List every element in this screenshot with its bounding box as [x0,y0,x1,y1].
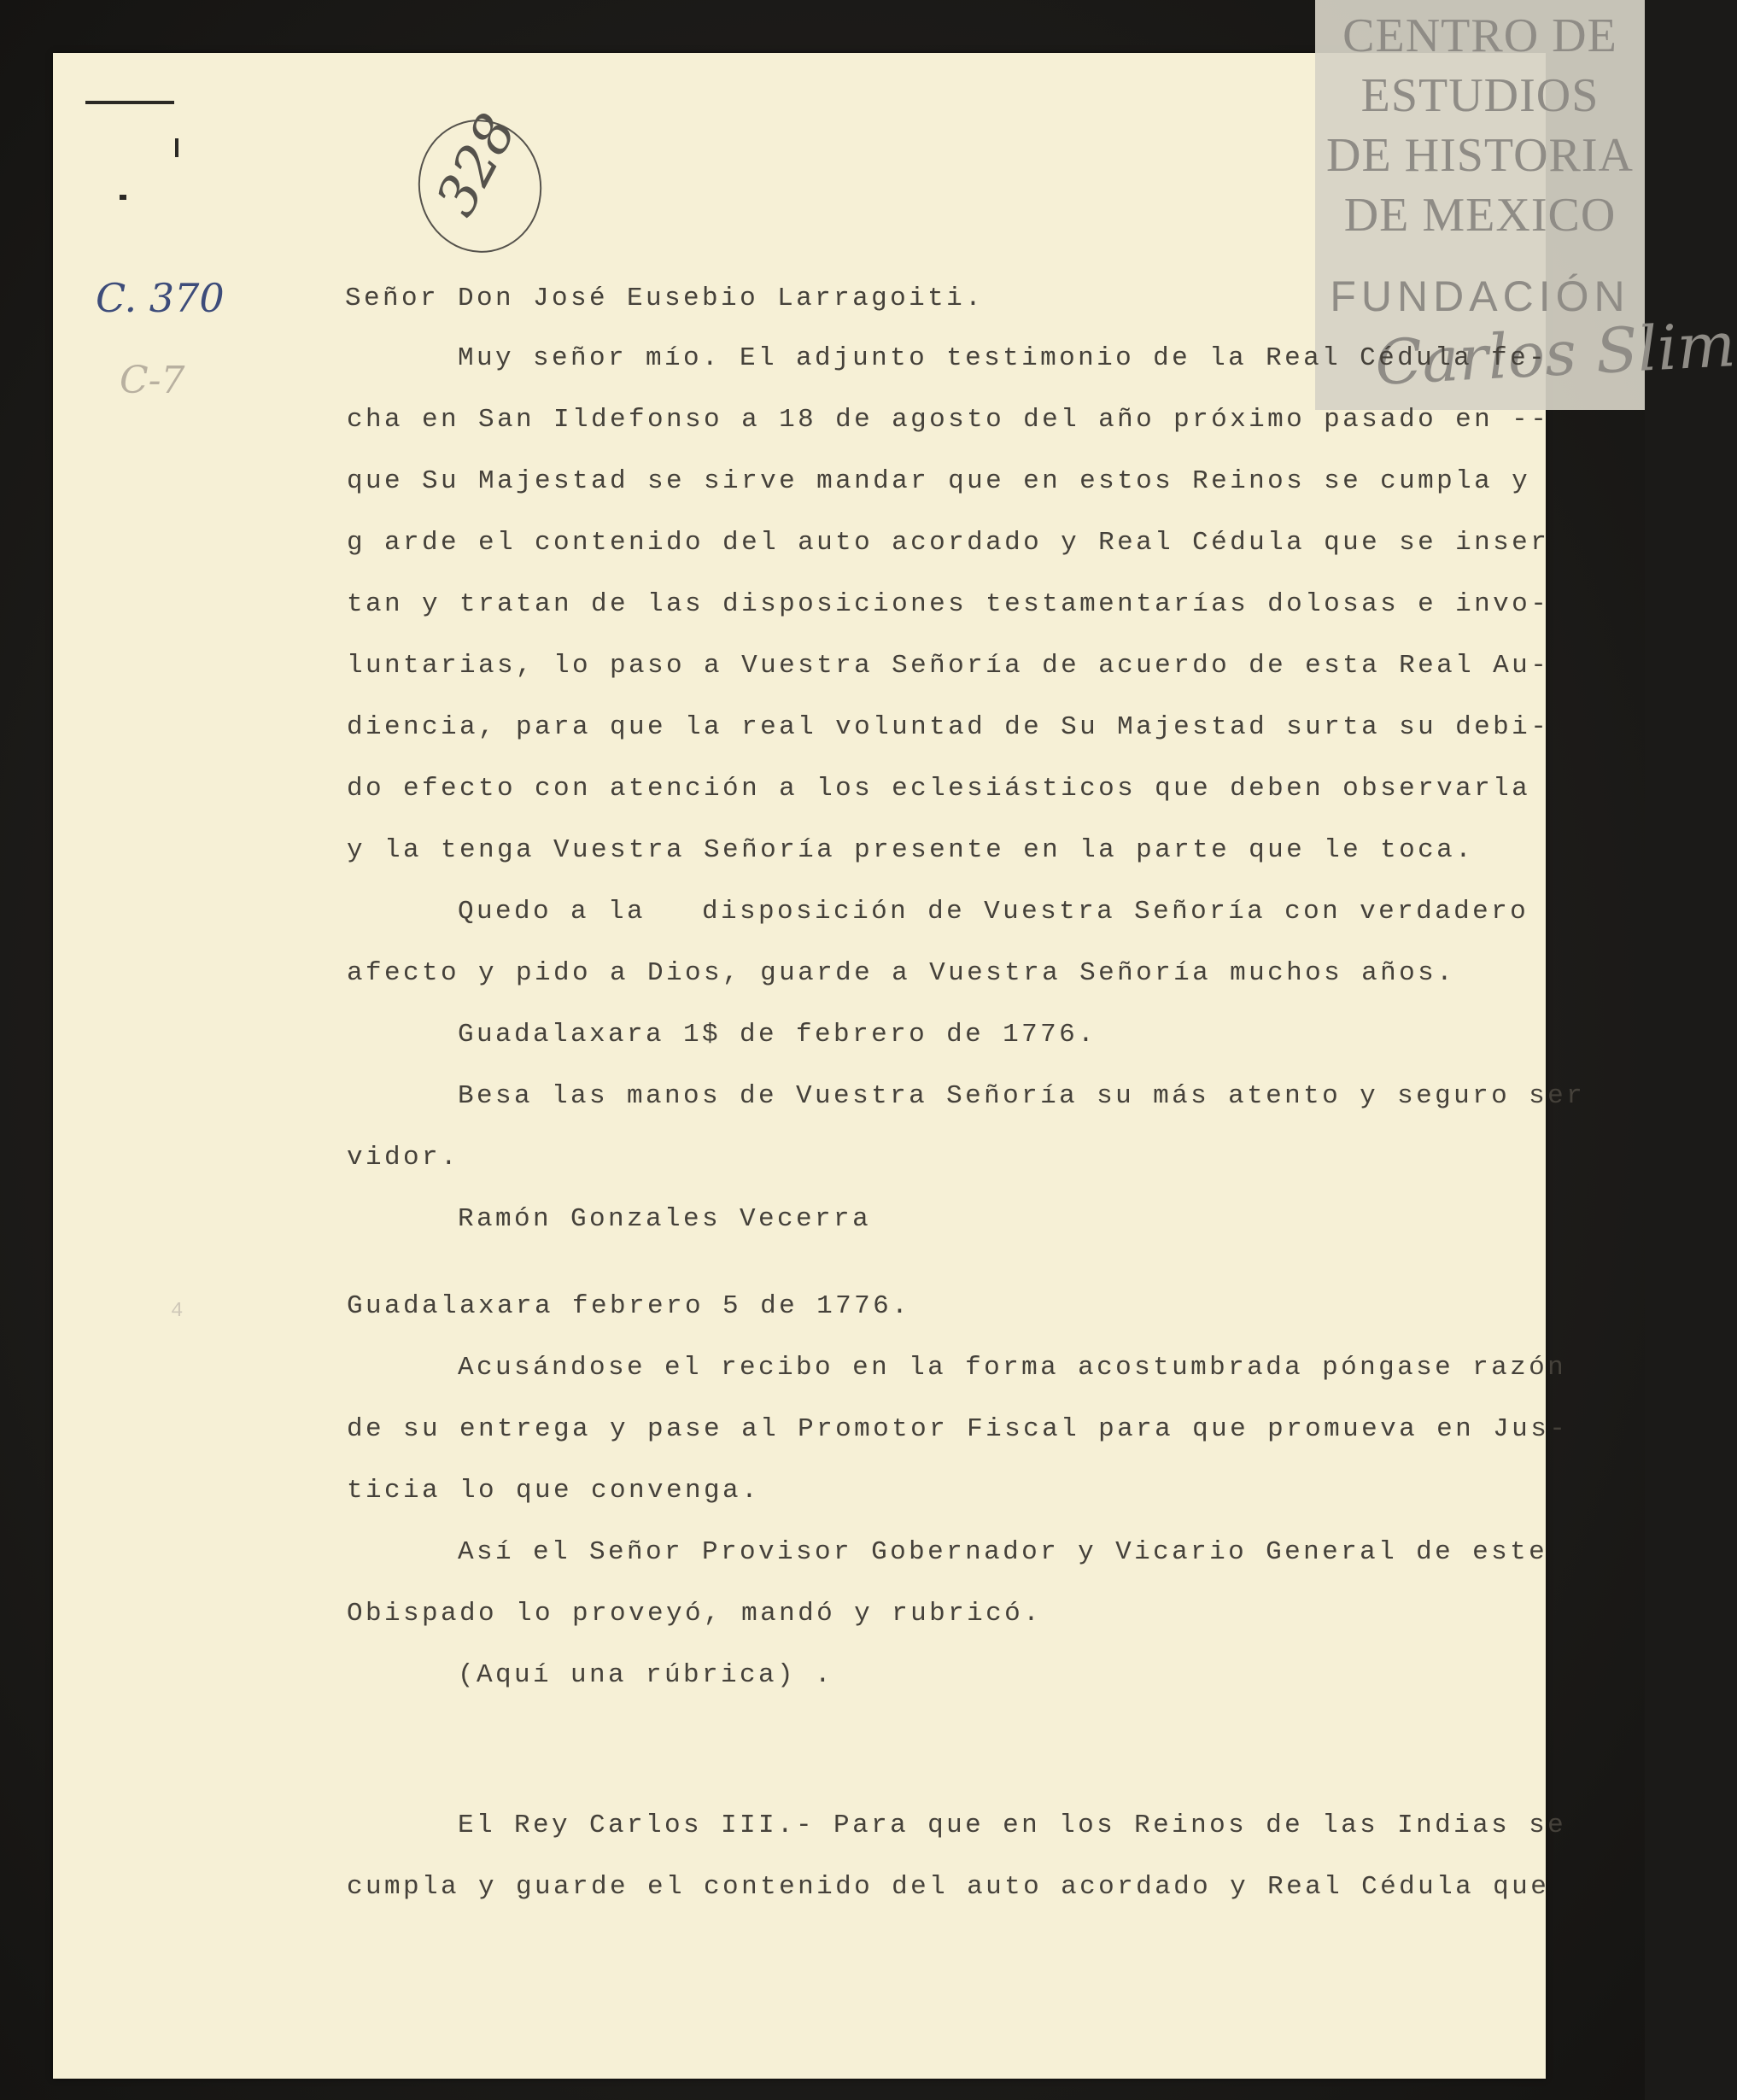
text-line: Quedo a la disposición de Vuestra Señoría con verdadero [458,897,1529,927]
rubric-note: (Aquí una rúbrica) . [458,1660,834,1690]
text-line: Así el Señor Provisor Gobernador y Vicario General de este [458,1537,1548,1567]
text-line: El Rey Carlos III.- Para que en los Reinos de las Indias se [458,1810,1567,1840]
text-line: Obispado lo proveyó, mandó y rubricó. [347,1599,1043,1629]
text-line: diencia, para que la real voluntad de Su Majestad surta su debi- [347,712,1550,742]
text-line: de su entrega y pase al Promotor Fiscal para que promueva en Jus- [347,1414,1569,1444]
watermark-line-2: ESTUDIOS [1360,69,1600,122]
watermark-signature: Carlos Slim [1373,308,1737,399]
pin-mark [175,138,178,157]
text-line: cha en San Ildefonso a 18 de agosto del año próximo pasado en -- [347,405,1550,435]
catalog-number: C. 370 [96,275,225,321]
text-line: que Su Majestad se sirve mandar que en estos Reinos se cumpla y [347,466,1531,496]
date-line: Guadalaxara 1$ de febrero de 1776. [458,1020,1097,1050]
staple-mark [85,101,174,104]
pencil-note: C-7 [120,359,185,402]
text-line: ticia lo que convenga. [347,1476,761,1506]
text-line: do efecto con atención a los eclesiásticos que deben observarla [347,774,1531,804]
text-line: vidor. [347,1143,460,1173]
text-line: Muy señor mío. El adjunto testimonio de la Real Cédula fe- [458,343,1548,373]
text-line: luntarias, lo paso a Vuestra Señoría de acuerdo de esta Real Au- [347,651,1550,681]
watermark-line-1: CENTRO DE [1342,9,1617,62]
watermark-fundacion: FUNDACIÓN [1330,272,1630,320]
date-line: Guadalaxara febrero 5 de 1776. [347,1291,911,1321]
watermark-line-4: DE MEXICO [1343,189,1617,242]
signature-name: Ramón Gonzales Vecerra [458,1204,872,1234]
salutation: Señor Don José Eusebio Larragoiti. [345,284,985,313]
text-line: Acusándose el recibo en la forma acostumbrada póngase razón [458,1353,1567,1383]
text-line: tan y tratan de las disposiciones testamentarías dolosas e invo- [347,589,1550,619]
faint-mark: 4 [171,1300,184,1323]
text-line: y la tenga Vuestra Señoría presente en la parte que le toca. [347,835,1475,865]
folio-number: 328 [424,103,529,226]
text-line: Besa las manos de Vuestra Señoría su más atento y seguro ser [458,1081,1586,1111]
text-line: cumpla y guarde el contenido del auto acordado y Real Cédula que [347,1872,1550,1902]
text-line: afecto y pido a Dios, guarde a Vuestra Señoría muchos años. [347,958,1456,988]
pin-mark-2 [120,195,126,200]
text-line: g arde el contenido del auto acordado y Real Cédula que se inser [347,528,1550,558]
watermark-line-3: DE HISTORIA [1326,129,1634,182]
